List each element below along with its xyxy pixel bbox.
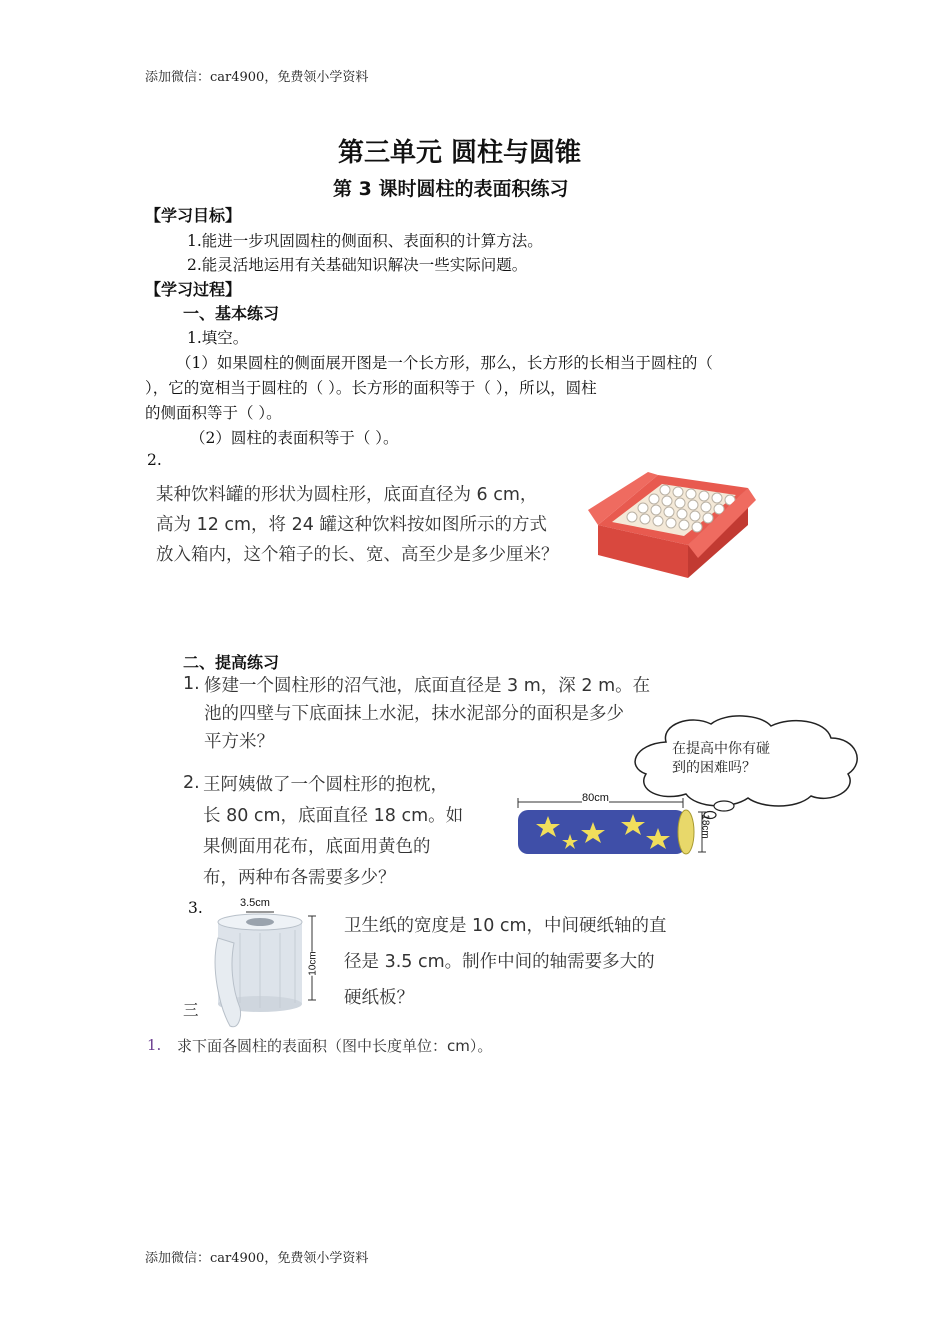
roll-height-label: 10cm (307, 951, 319, 976)
question-1-1-line: ），它的宽相当于圆柱的（ ）。长方形的面积等于（ ），所以，圆柱 (145, 379, 597, 397)
pillow-length-label: 80cm (582, 792, 609, 804)
advanced-q1-number: 1. (183, 674, 200, 694)
roll-diameter-label: 3.5cm (240, 897, 270, 909)
advanced-q3-line: 径是 3.5 cm。制作中间的轴需要多大的 (344, 952, 655, 972)
advanced-q3-line: 硬纸板？ (344, 988, 414, 1008)
advanced-q2-line: 果侧面用花布，底面用黄色的 (203, 837, 431, 857)
goals-heading: 【学习目标】 (145, 206, 242, 225)
question-2-number: 2. (147, 451, 162, 469)
question-1-1-line: （1）如果圆柱的侧面展开图是一个长方形，那么，长方形的长相当于圆柱的（ (176, 354, 713, 372)
question-2-line: 某种饮料罐的形状为圆柱形，底面直径为 6 cm， (156, 485, 538, 505)
pillow-image (508, 792, 718, 862)
section-3-mark: 三 (183, 1001, 199, 1019)
page-footer: 添加微信：car4900，免费领小学资料 (145, 1251, 369, 1266)
goal-item: 2.能灵活地运用有关基础知识解决一些实际问题。 (187, 256, 528, 274)
advanced-q2-line: 长 80 cm，底面直径 18 cm。如 (203, 806, 464, 826)
page-header: 添加微信：car4900，免费领小学资料 (145, 70, 369, 85)
advanced-q3-number: 3. (188, 899, 203, 917)
advanced-q2-number: 2. (183, 773, 200, 793)
question-1-2: （2）圆柱的表面积等于（ ）。 (190, 429, 399, 447)
section-basic-heading: 一、基本练习 (183, 304, 280, 323)
page-title: 第三单元 圆柱与圆锥 (338, 138, 582, 168)
cloud-text-line: 到的困难吗？ (672, 760, 756, 776)
goal-item: 1.能进一步巩固圆柱的侧面积、表面积的计算方法。 (187, 232, 543, 250)
section-advanced-heading: 二、提高练习 (183, 653, 280, 672)
advanced-q3-line: 卫生纸的宽度是 10 cm，中间硬纸轴的直 (344, 916, 667, 936)
question-2-line: 放入箱内，这个箱子的长、宽、高至少是多少厘米？ (156, 545, 559, 565)
advanced-q2-line: 布，两种布各需要多少？ (203, 868, 396, 888)
pillow-diameter-label: 18cm (699, 814, 711, 839)
page-subtitle: 第 3 课时圆柱的表面积练习 (333, 178, 569, 200)
question-1: 1.填空。 (187, 329, 249, 347)
toilet-roll-image (210, 908, 320, 1030)
advanced-q1-line: 池的四壁与下底面抹上水泥，抹水泥部分的面积是多少 (204, 704, 624, 724)
question-2-line: 高为 12 cm，将 24 罐这种饮料按如图所示的方式 (156, 515, 547, 535)
advanced-q2-line: 王阿姨做了一个圆柱形的抱枕， (203, 775, 448, 795)
cloud-text-line: 在提高中你有碰 (672, 741, 770, 757)
section-3-q1-text: 求下面各圆柱的表面积（图中长度单位：cm）。 (177, 1037, 493, 1055)
process-heading: 【学习过程】 (145, 280, 242, 299)
section-3-q1-number: 1. (147, 1036, 162, 1054)
box-of-cans-image (588, 470, 758, 580)
question-1-1-line: 的侧面积等于（ ）。 (145, 404, 282, 422)
advanced-q1-line: 平方米？ (204, 732, 274, 752)
advanced-q1-line: 修建一个圆柱形的沼气池，底面直径是 3 m，深 2 m。在 (204, 676, 651, 696)
